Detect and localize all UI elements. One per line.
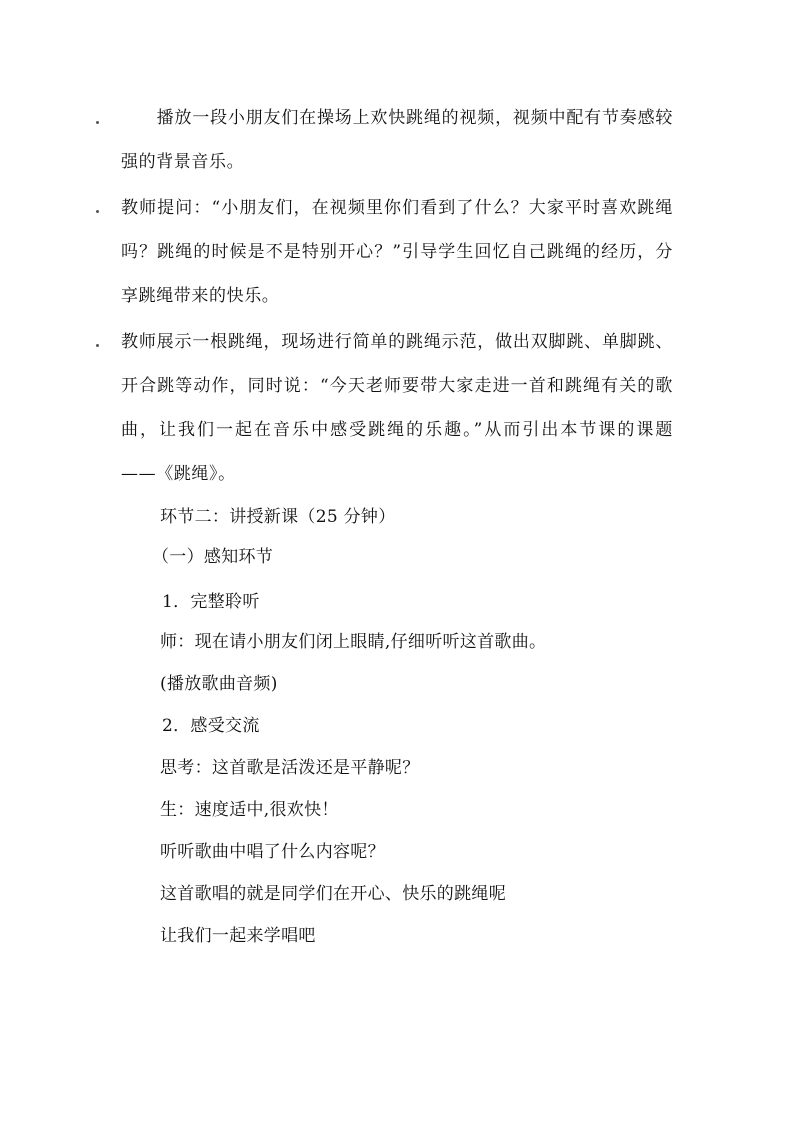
audio-note: (播放歌曲音频) <box>160 674 278 694</box>
subsection-heading: （一）感知环节 <box>152 547 274 567</box>
teacher-line: 师：现在请小朋友们闭上眼睛,仔细听听这首歌曲。 <box>160 632 547 652</box>
paragraph-teacher-question: 教师提问：“小朋友们，在视频里你们看到了什么？大家平时喜欢跳绳吗？跳绳的时候是不是特别开心？”引导学生回忆自己跳绳的经历，分享跳绳带来的快乐。 <box>121 198 673 306</box>
step-heading-listen: 1．完整聆听 <box>162 592 260 612</box>
student-line: 生：速度适中,很欢快！ <box>160 800 339 820</box>
question-line: 听听歌曲中唱了什么内容呢？ <box>160 842 385 862</box>
closing-line: 让我们一起来学唱吧 <box>160 926 316 946</box>
paragraph-marker <box>96 344 99 347</box>
paragraph-marker <box>96 121 99 124</box>
paragraph-video-intro: 播放一段小朋友们在操场上欢快跳绳的视频，视频中配有节奏感较强的背景音乐。 <box>121 108 673 172</box>
step-heading-exchange: 2．感受交流 <box>162 716 260 736</box>
answer-line: 这首歌唱的就是同学们在开心、快乐的跳绳呢 <box>160 884 506 904</box>
think-line: 思考：这首歌是活泼还是平静呢？ <box>160 758 420 778</box>
section-heading: 环节二：讲授新课（25 分钟） <box>160 507 396 527</box>
paragraph-marker <box>96 210 99 213</box>
paragraph-teacher-demo: 教师展示一根跳绳，现场进行简单的跳绳示范，做出双脚跳、单脚跳、开合跳等动作，同时说：“今天老师要带大家走进一首和跳绳有关的歌曲，让我们一起在音乐中感受跳绳的乐趣。”从而引出本节课的课题 ——《跳绳》。 <box>121 332 673 484</box>
